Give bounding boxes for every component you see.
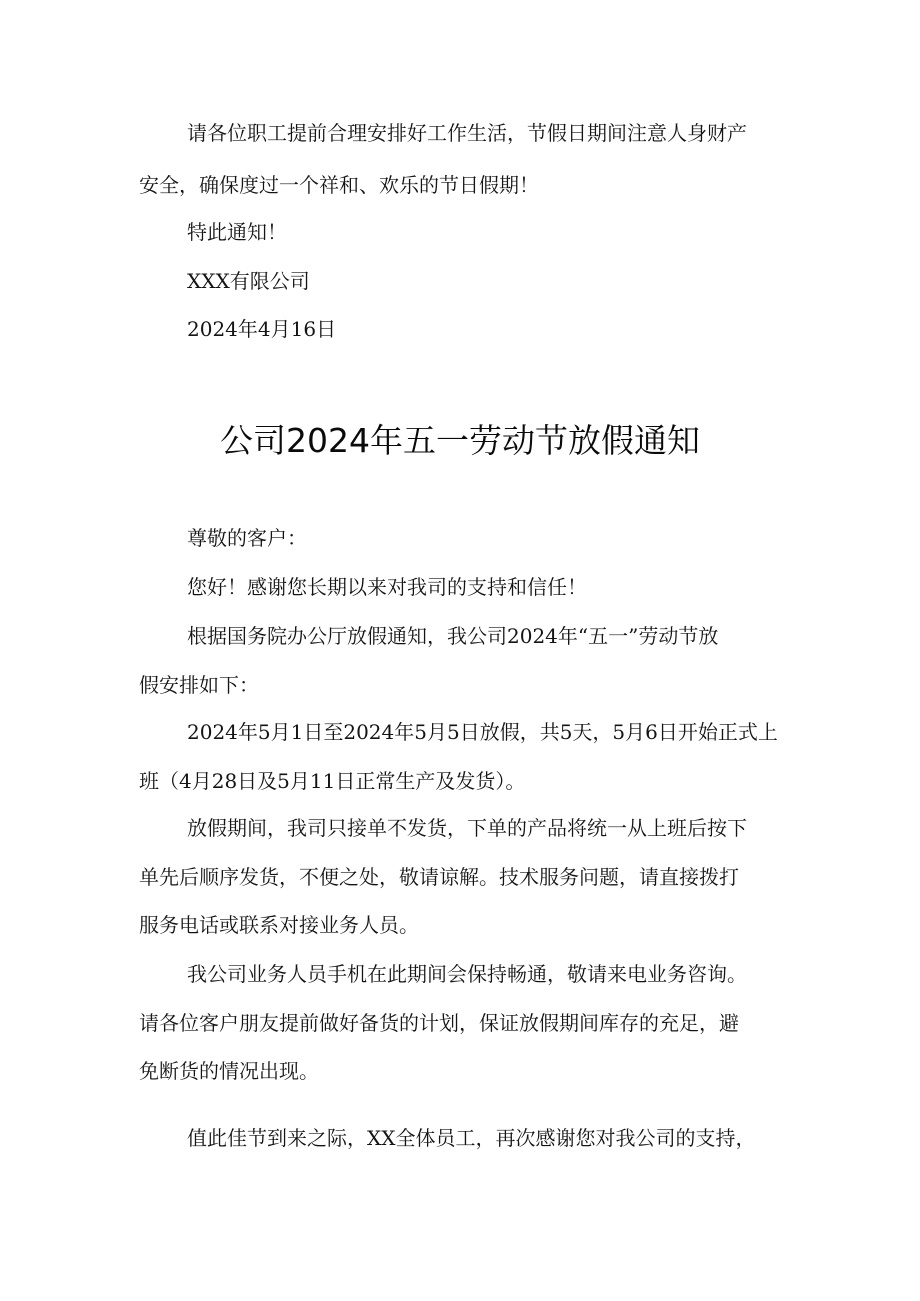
greeting: 您好！感谢您长期以来对我司的支持和信任！	[187, 575, 587, 599]
paragraph-line: 值此佳节到来之际，XX全体员工，再次感谢您对我公司的支持，	[187, 1126, 756, 1150]
paragraph-line: 服务电话或联系对接业务人员。	[139, 913, 419, 937]
paragraph-line: 免断货的情况出现。	[139, 1059, 319, 1083]
paragraph-line: 安全，确保度过一个祥和、欢乐的节日假期！	[139, 173, 539, 197]
paragraph-line: 假安排如下：	[139, 673, 259, 697]
paragraph-line: 请各位职工提前合理安排好工作生活，节假日期间注意人身财产	[187, 121, 747, 145]
paragraph-line: 请各位客户朋友提前做好备货的计划，保证放假期间库存的充足，避	[139, 1011, 739, 1035]
paragraph-line: 我公司业务人员手机在此期间会保持畅通，敬请来电业务咨询。	[187, 962, 747, 986]
paragraph-line: 放假期间，我司只接单不发货，下单的产品将统一从上班后按下	[187, 816, 747, 840]
paragraph-line: 班（4月28日及5月11日正常生产及发货）。	[139, 769, 526, 793]
paragraph-line: 根据国务院办公厅放假通知，我公司2024年“五一”劳动节放	[187, 624, 719, 648]
paragraph-line: 2024年5月1日至2024年5月5日放假，共5天，5月6日开始正式上	[187, 720, 778, 744]
page-title: 公司2024年五一劳动节放假通知	[220, 421, 700, 460]
notice-date: 2024年4月16日	[187, 317, 337, 341]
paragraph-line: 单先后顺序发货，不便之处，敬请谅解。技术服务问题，请直接拨打	[139, 865, 739, 889]
company-name: XXX有限公司	[187, 269, 310, 293]
closing-notice: 特此通知！	[187, 220, 287, 244]
salutation: 尊敬的客户：	[187, 526, 307, 550]
